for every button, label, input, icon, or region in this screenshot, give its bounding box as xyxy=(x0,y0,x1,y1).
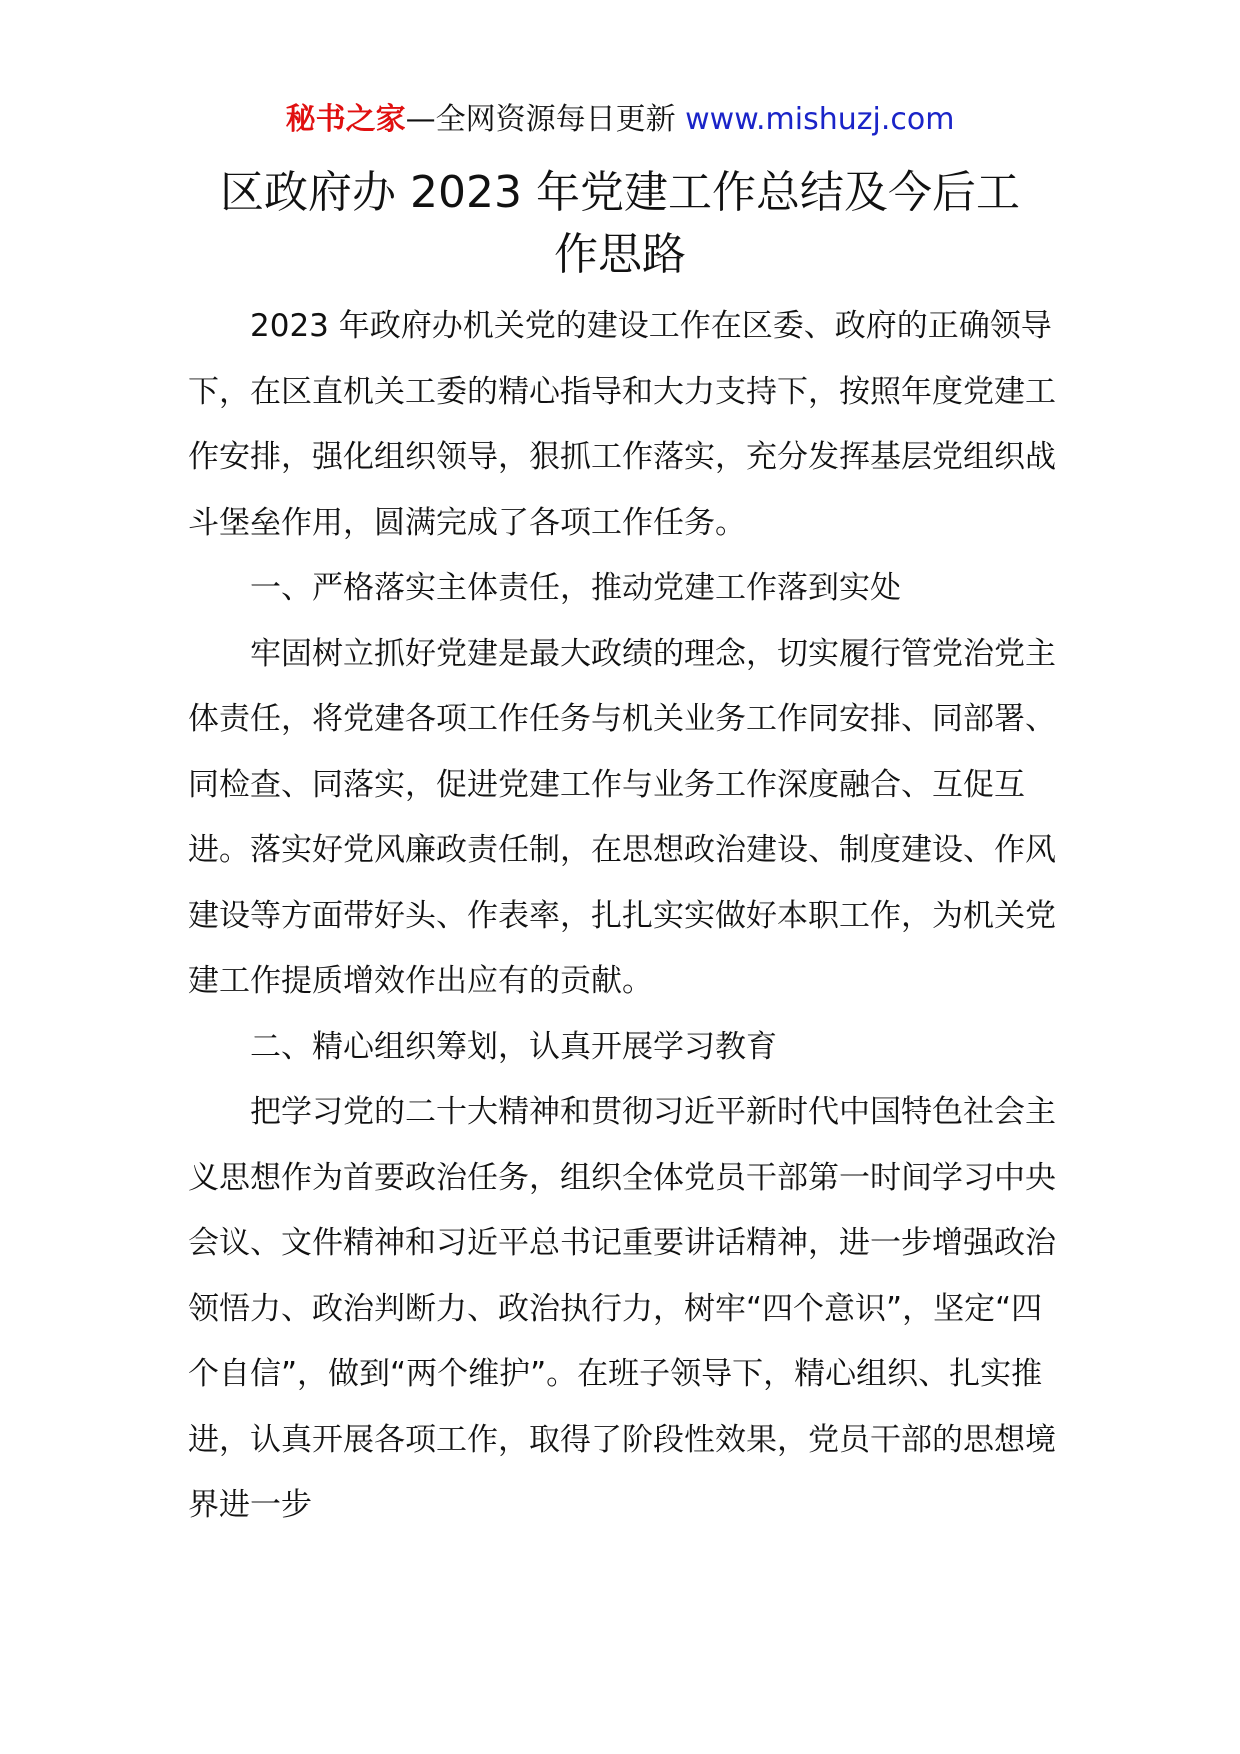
document-title: 区政府办 2023 年党建工作总结及今后工作思路 xyxy=(220,167,1020,280)
site-url-link[interactable]: www.mishuzj.com xyxy=(685,102,955,137)
section-heading-1: 一、严格落实主体责任，推动党建工作落到实处 xyxy=(250,570,901,606)
brand-name: 秘书之家 xyxy=(285,102,406,137)
section-paragraph-2: 把学习党的二十大精神和贯彻习近平新时代中国特色社会主义思想作为首要政治任务，组织全体党员干部第一时间学习中央会议、文件精神和习近平总书记重要讲话精神，进一步增强政治领悟力、政治判断力、政治执行力，树牢“四个意识”，坚定“四个自信”，做到“两个维护”。在班子领导下，精心组织、扎实推进，认真开展各项工作，取得了阶段性效果，党员干部的思想境界进一步 xyxy=(188,1094,1056,1523)
section-paragraph-1: 牢固树立抓好党建是最大政绩的理念，切实履行管党治党主体责任，将党建各项工作任务与机关业务工作同安排、同部署、同检查、同落实，促进党建工作与业务工作深度融合、互促互进。落实好党风廉政责任制，在思想政治建设、制度建设、作风建设等方面带好头、作表率，扎扎实实做好本职工作，为机关党建工作提质增效作出应有的贡献。 xyxy=(188,635,1056,999)
site-banner xyxy=(0,100,1240,140)
site-slogan: —全网资源每日更新 xyxy=(405,102,676,137)
document-body xyxy=(188,294,1058,1539)
intro-paragraph: 2023 年政府办机关党的建设工作在区委、政府的正确领导下，在区直机关工委的精心指导和大力支持下，按照年度党建工作安排，强化组织领导，狠抓工作落实，充分发挥基层党组织战斗堡垒作用，圆满完成了各项工作任务。 xyxy=(188,308,1056,541)
section-heading-2: 二、精心组织筹划，认真开展学习教育 xyxy=(250,1028,777,1065)
